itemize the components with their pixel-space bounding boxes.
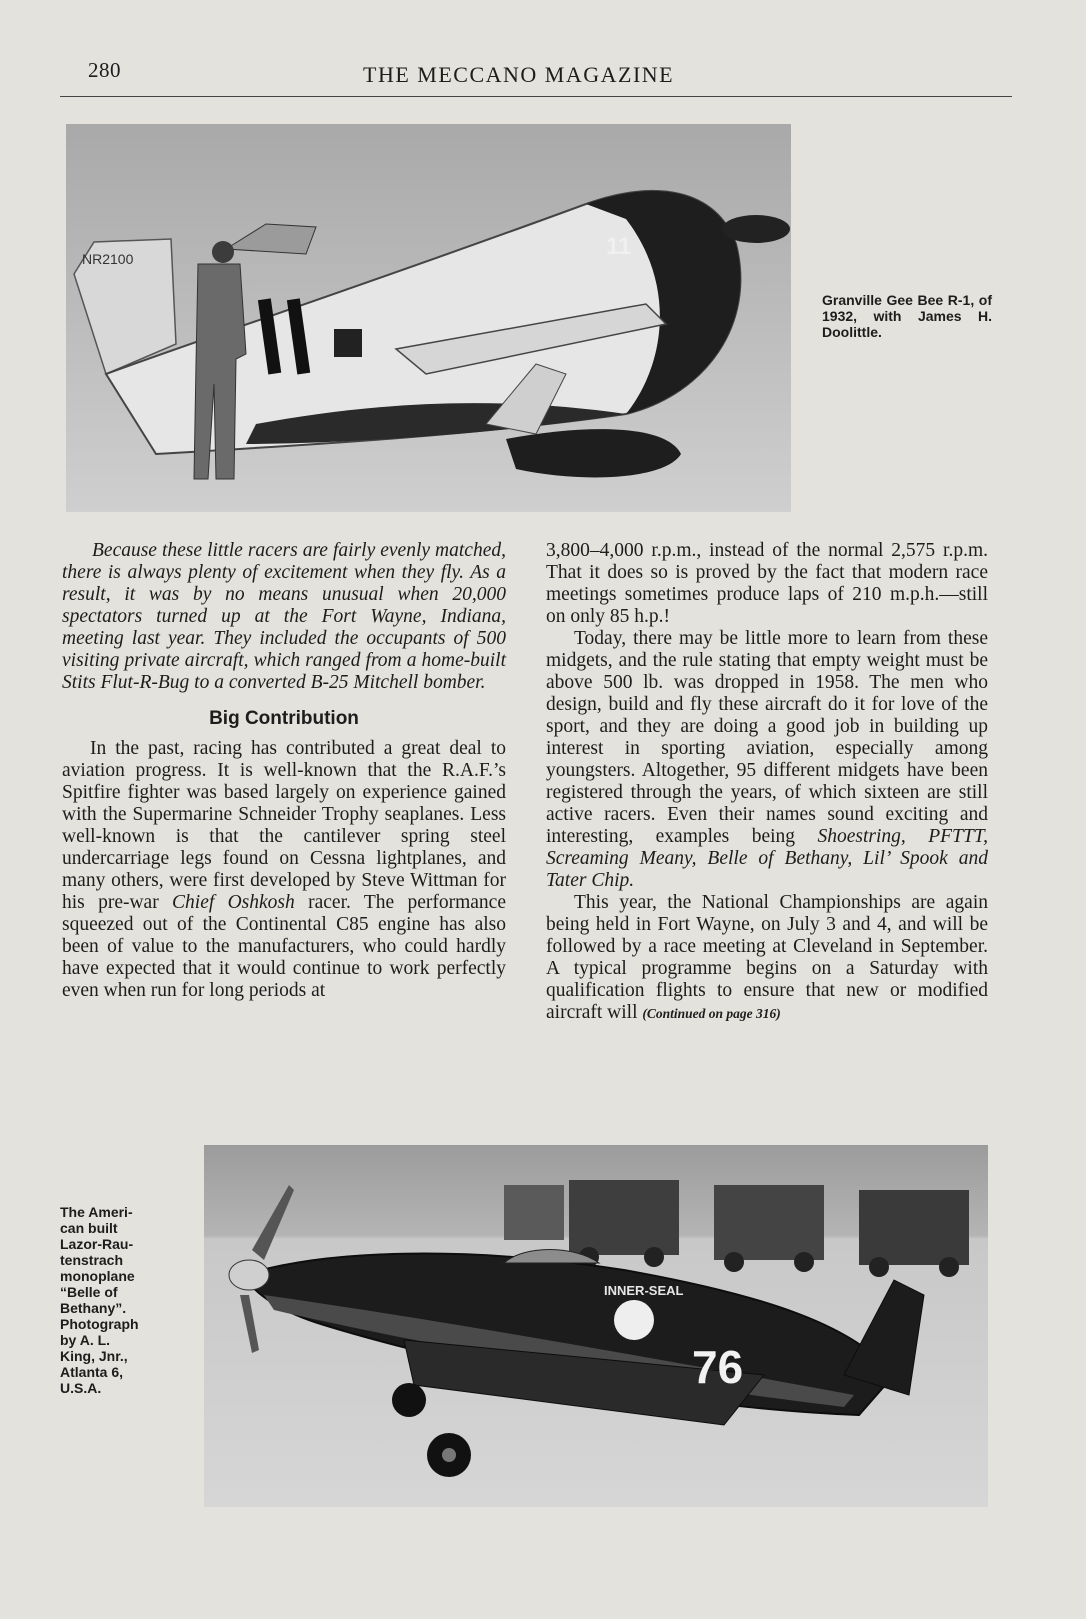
running-head: THE MECCANO MAGAZINE: [363, 62, 675, 87]
caption-line: monoplane: [60, 1268, 135, 1284]
intro-paragraph: Because these little racers are fairly evenly matched, there is always plenty of excitement when they fly. As a result, it was by no means unusual when 20,000 spectators turned up at the Fort Wayne, Indiana, meeting last year. They included the occupants of 500 visiting private aircraft, which ranged from a home-built Stits Flut-R-Bug to a converted B-25 Mitchell bomber.: [62, 540, 506, 693]
race-number: 76: [692, 1341, 744, 1393]
caption-line: U.S.A.: [60, 1380, 102, 1396]
caption-line: King, Jnr.,: [60, 1348, 128, 1364]
bottom-photo-caption: [60, 1204, 160, 1396]
header-rule: [60, 96, 1012, 97]
article-column-left: [62, 540, 506, 1002]
livery-text: INNER-SEAL: [604, 1283, 684, 1298]
caption-line: by A. L.: [60, 1332, 111, 1348]
continued-note: (Continued on page 316): [642, 1006, 781, 1021]
subheading: Big Contribution: [209, 708, 359, 729]
paragraph-continuation: 3,800–4,000 r.p.m., instead of the normal 2,575 r.p.m. That it does so is proved by the fact that modern race meetings sometimes produce laps of 210 m.p.h.—still on only 85 h.p.!: [546, 540, 988, 627]
paragraph-championships: [546, 892, 988, 1025]
paragraph-text: Today, there may be little more to learn from these midgets, and the rule stating that empty weight must be above 500 lb. was dropped in 1958. The men who design, build and fly these aircraft do it for love of the sport, and they are doing a good job in building up interest in sporting aviation, especially among youngsters. Altogether, 95 different midgets have been registered through the years, of which sixteen are still active racers. Even their names sound exciting and interesting, examples being: [546, 628, 988, 847]
gee-bee-photo: [66, 124, 791, 512]
italic-aircraft-name: Chief Oshkosh: [172, 892, 295, 913]
paragraph-text: This year, the National Championships are again being held in Fort Wayne, on July 3 and 4, and will be followed by a race meeting at Cleveland in September. A typical programme begins on a Saturday with qualification flights to ensure that new or modified aircraft will: [546, 892, 988, 1023]
caption-line: Bethany”.: [60, 1300, 127, 1316]
caption-line: Atlanta 6,: [60, 1364, 124, 1380]
caption-line: The Ameri-: [60, 1204, 133, 1220]
paragraph-racing-contribution: [62, 738, 506, 1002]
paragraph-text: racer. The performance squeezed out of the Continental C85 engine has also been of value to the manufacturers, who could hardly have expected that it would continue to work perfectly even when run for long periods at: [62, 892, 506, 1001]
paragraph-midgets: [546, 628, 988, 892]
registration-mark: NR2100: [82, 251, 134, 267]
italic-aircraft-names: Shoestring, PFTTT, Screaming Meany, Belle of Bethany, Lil’ Spook and Tater Chip.: [546, 826, 989, 891]
page-number: 280: [88, 58, 121, 82]
caption-line: “Belle of: [60, 1284, 118, 1300]
caption-line: Lazor-Rau-: [60, 1236, 134, 1252]
article-column-right: [546, 540, 988, 1025]
caption-line: tenstrach: [60, 1252, 124, 1268]
caption-line: can built: [60, 1220, 118, 1236]
cowl-race-number: 11: [606, 233, 632, 260]
top-photo-caption: Granville Gee Bee R-1, of 1932, with James H. Doolittle.: [822, 292, 992, 340]
caption-line: Photograph: [60, 1316, 139, 1332]
belle-of-bethany-photo: [204, 1145, 988, 1507]
paragraph-text: In the past, racing has contributed a great deal to aviation progress. It is well-known that the R.A.F.’s Spitfire fighter was based largely on experience gained with the Supermarine Schneider Trophy seaplanes. Less well-known is that the cantilever spring steel undercarriage legs found on Cessna lightplanes, and many others, were first developed by Steve Wittman for his pre-war: [62, 738, 506, 913]
